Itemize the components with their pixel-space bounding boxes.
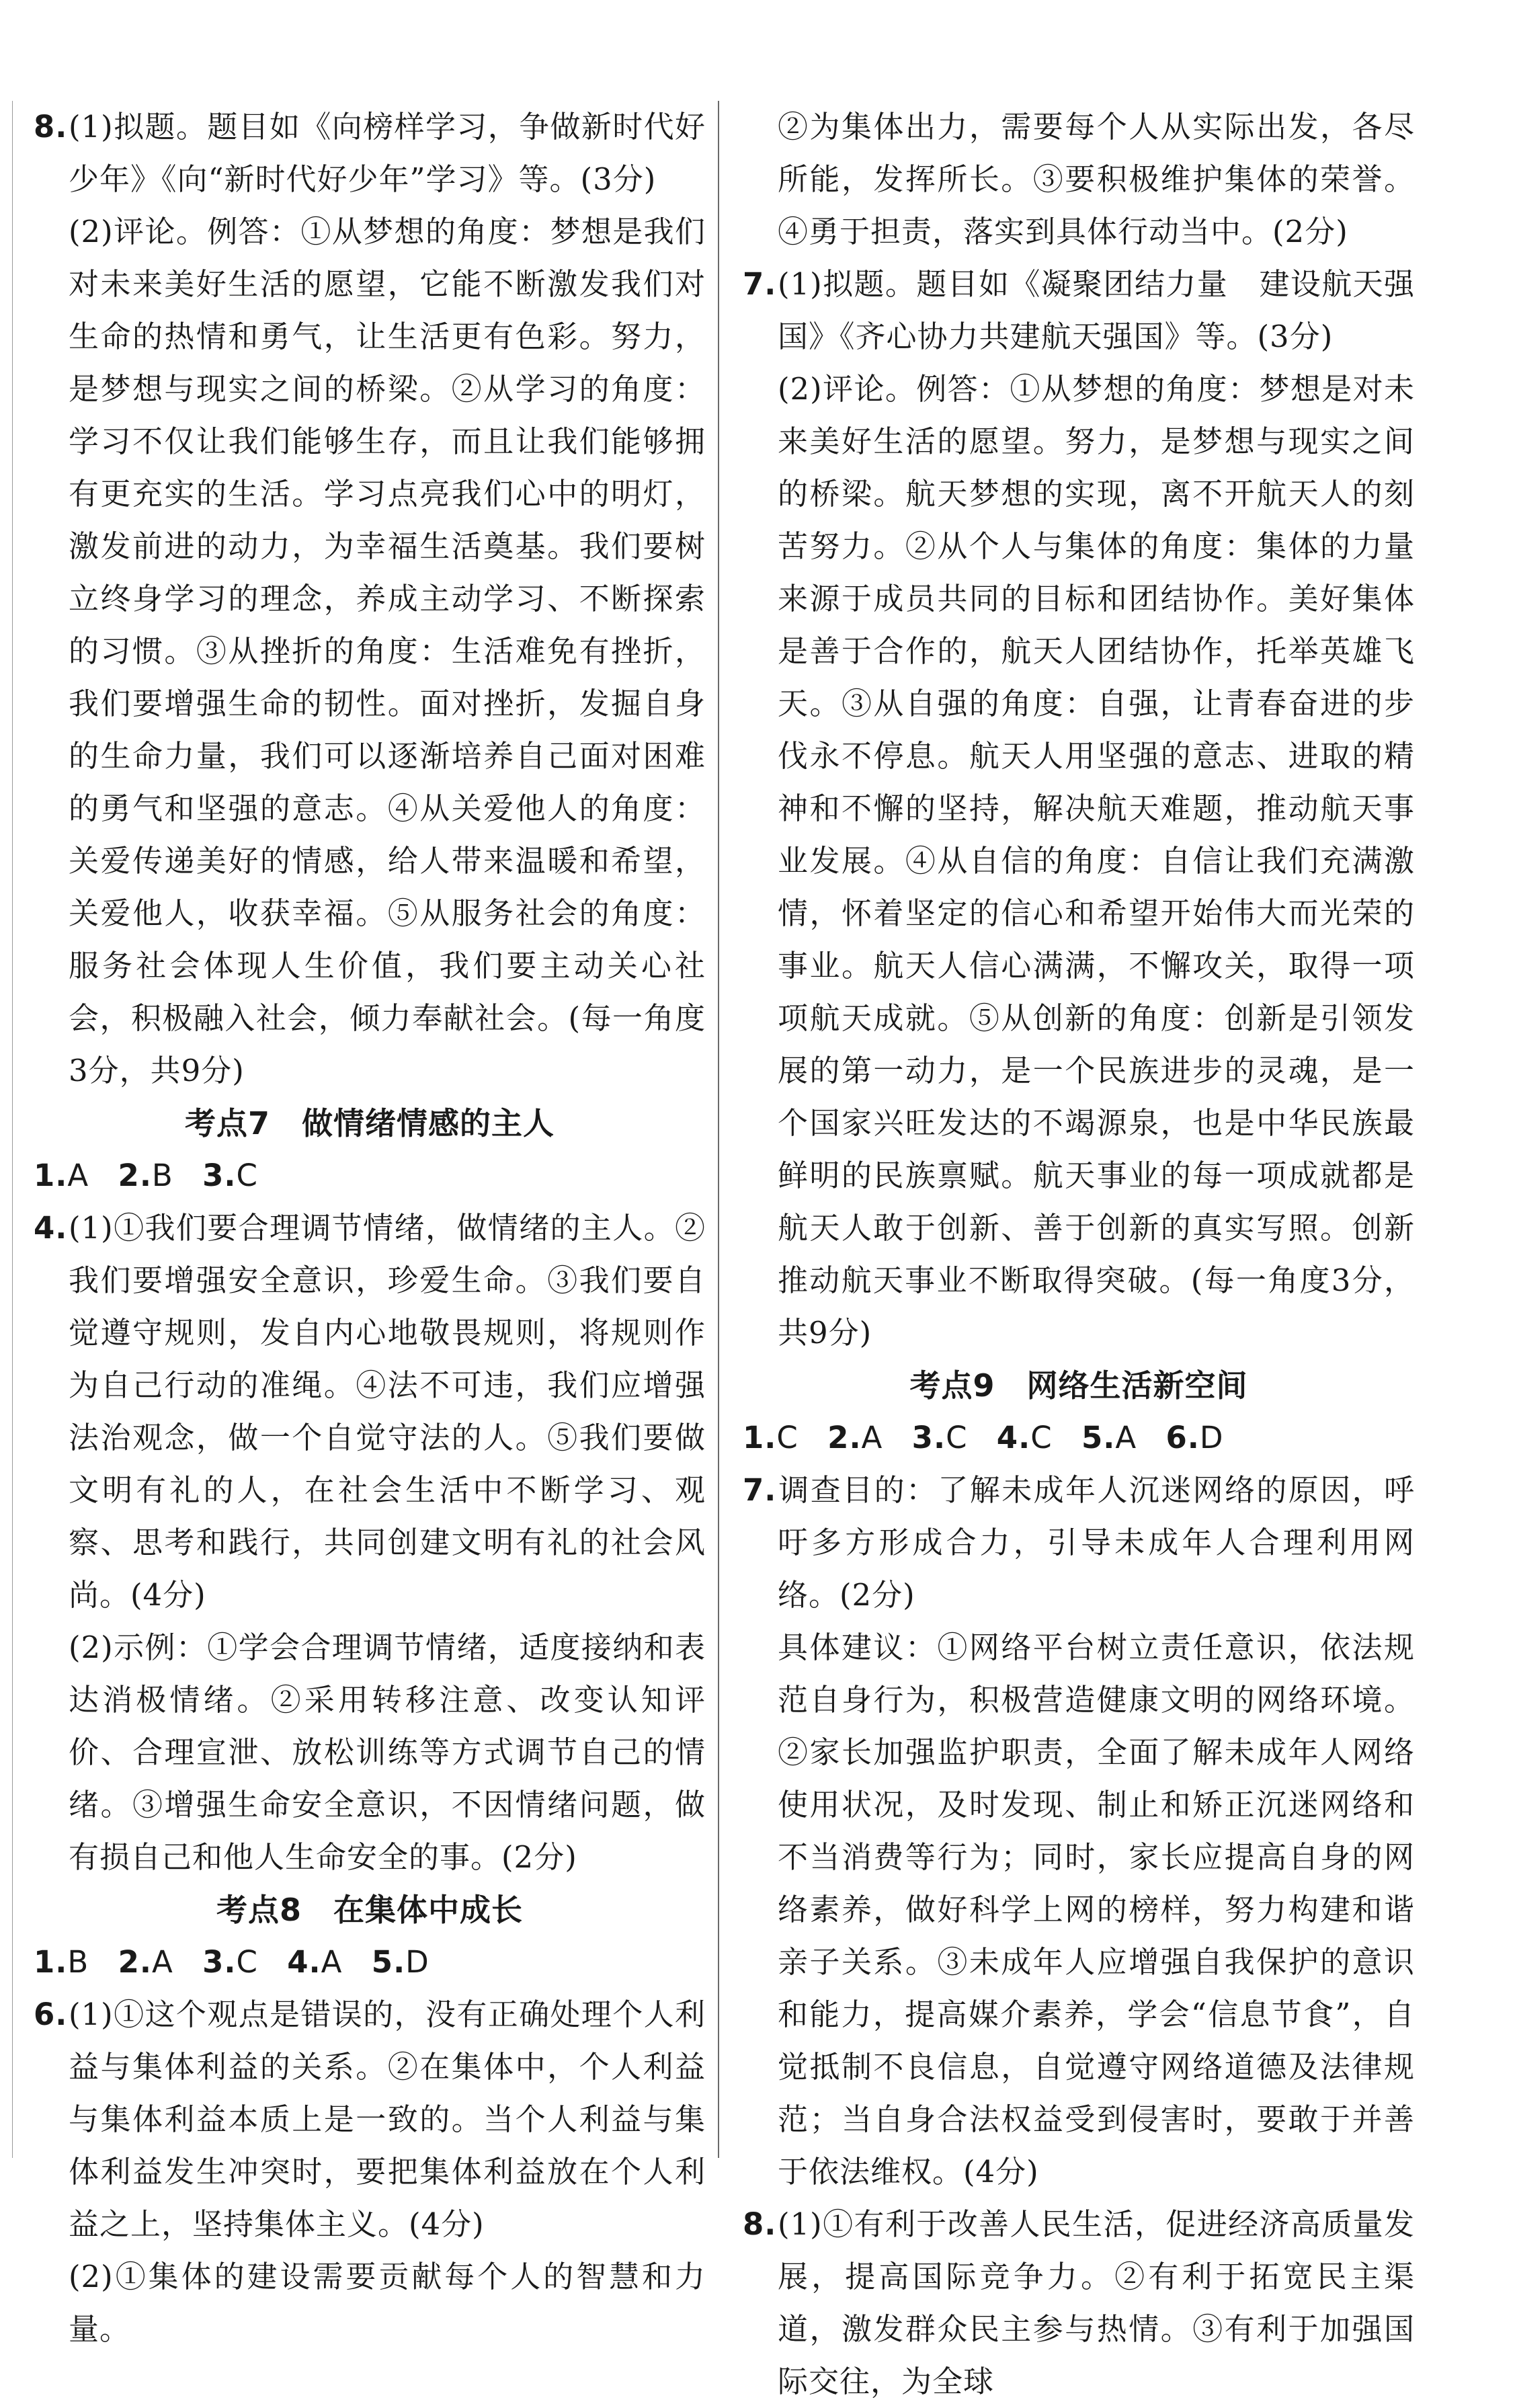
question-7-part-1: [743, 258, 1415, 363]
question-6-part-2: (2)①集体的建设需要贡献每个人的智慧和力量。: [69, 2259, 706, 2347]
question-6-part-1: [34, 1989, 706, 2251]
question-text: (1)①我们要合理调节情绪，做情绪的主人。②我们要增强安全意识，珍爱生命。③我们要自觉遵守规则，发自内心地敬畏规则，将规则作为自己行动的准绳。④法不可违，我们应增强法治观念，做一个自觉守法的人。⑤我们要做文明有礼的人，在社会生活中不断学习、观察、思考和践行，共同创建文明有礼的社会风尚。(4分): [69, 1210, 706, 1613]
question-6-continued: ②为集体出力，需要每个人从实际出发，各尽所能，发挥所长。③要积极维护集体的荣誉。④勇于担责，落实到具体行动当中。(2分): [778, 109, 1415, 249]
question-number: 4.: [34, 1210, 68, 1246]
question-4-part-1: [34, 1202, 706, 1621]
question-text: (1)拟题。题目如《凝聚团结力量 建设航天强国》《齐心协力共建航天强国》等。(3分): [778, 266, 1415, 354]
choice-item: 2.A: [827, 1420, 883, 1455]
choice-item: 2.A: [118, 1944, 173, 1980]
choice-answers-kp9: [743, 1412, 1415, 1464]
question-7-kp9-suggestions: 具体建议：①网络平台树立责任意识，依法规范自身行为，积极营造健康文明的网络环境。②家长加强监护职责，全面了解未成年人网络使用状况，及时发现、制止和矫正沉迷网络和不当消费等行为；同时，家长应提高自身的网络素养，做好科学上网的榜样，努力构建和谐亲子关系。③未成年人应增强自我保护的意识和能力，提高媒介素养，学会“信息节食”，自觉抵制不良信息，自觉遵守网络道德及法律规范；当自身合法权益受到侵害时，要敢于并善于依法维权。(4分): [778, 1630, 1415, 2190]
choice-item: 5.D: [371, 1944, 429, 1980]
question-text: (1)①这个观点是错误的，没有正确处理个人利益与集体利益的关系。②在集体中，个人利益与集体利益本质上是一致的。当个人利益与集体利益发生冲突时，要把集体利益放在个人利益之上，坚持集体主义。(4分): [69, 1997, 706, 2242]
question-number: 8.: [34, 109, 68, 145]
left-column: [34, 101, 706, 2356]
choice-item: 2.B: [118, 1158, 173, 1193]
question-8-part-2: (2)评论。例答：①从梦想的角度：梦想是我们对未来美好生活的愿望，它能不断激发我们对生命的热情和勇气，让生活更有色彩。努力，是梦想与现实之间的桥梁。②从学习的角度：学习不仅让我们能够生存，而且让我们能够拥有更充实的生活。学习点亮我们心中的明灯，激发前进的动力，为幸福生活奠基。我们要树立终身学习的理念，养成主动学习、不断探索的习惯。③从挫折的角度：生活难免有挫折，我们要增强生命的韧性。面对挫折，发掘自身的生命力量，我们可以逐渐培养自己面对困难的勇气和坚强的意志。④从关爱他人的角度：关爱传递美好的情感，给人带来温暖和希望，关爱他人，收获幸福。⑤从服务社会的角度：服务社会体现人生价值，我们要主动关心社会，积极融入社会，倾力奉献社会。(每一角度3分，共9分): [69, 214, 706, 1088]
question-7-part-2: (2)评论。例答：①从梦想的角度：梦想是对未来美好生活的愿望。努力，是梦想与现实之间的桥梁。航天梦想的实现，离不开航天人的刻苦努力。②从个人与集体的角度：集体的力量来源于成员共同的目标和团结协作。美好集体是善于合作的，航天人团结协作，托举英雄飞天。③从自强的角度：自强，让青春奋进的步伐永不停息。航天人用坚强的意志、进取的精神和不懈的坚持，解决航天难题，推动航天事业发展。④从自信的角度：自信让我们充满激情，怀着坚定的信心和希望开始伟大而光荣的事业。航天人信心满满，不懈攻关，取得一项项航天成就。⑤从创新的角度：创新是引领发展的第一动力，是一个民族进步的灵魂，是一个国家兴旺发达的不竭源泉，也是中华民族最鲜明的民族禀赋。航天事业的每一项成就都是航天人敢于创新、善于创新的真实写照。创新推动航天事业不断取得突破。(每一角度3分，共9分): [778, 371, 1415, 1351]
choice-answers-kp7: [34, 1150, 706, 1202]
question-8-part-1: [34, 101, 706, 206]
question-number: 7.: [743, 266, 777, 302]
section-heading-kp8: 考点8 在集体中成长: [216, 1892, 523, 1928]
question-number: 8.: [743, 2206, 777, 2242]
choice-item: 1.A: [34, 1158, 89, 1193]
choice-item: 4.C: [996, 1420, 1053, 1455]
question-text: 调查目的：了解未成年人沉迷网络的原因，呼吁多方形成合力，引导未成年人合理利用网络。(2分): [778, 1472, 1415, 1613]
left-margin-line: [12, 101, 13, 2158]
choice-answers-kp8: [34, 1936, 706, 1989]
choice-item: 6.D: [1165, 1420, 1224, 1455]
question-text: (1)拟题。题目如《向榜样学习，争做新时代好少年》《向“新时代好少年”学习》等。(3分): [69, 109, 706, 197]
choice-item: 3.C: [202, 1944, 258, 1980]
section-heading-kp7: 考点7 做情绪情感的主人: [184, 1105, 555, 1141]
choice-item: 4.A: [287, 1944, 343, 1980]
section-heading-kp9: 考点9 网络生活新空间: [909, 1367, 1248, 1404]
choice-item: 5.A: [1081, 1420, 1137, 1455]
choice-item: 3.C: [202, 1158, 258, 1193]
choice-item: 1.B: [34, 1944, 89, 1980]
question-text: (1)①有利于改善人民生活，促进经济高质量发展，提高国际竞争力。②有利于拓宽民主渠道，激发群众民主参与热情。③有利于加强国际交往，为全球: [778, 2206, 1415, 2399]
choice-item: 1.C: [743, 1420, 799, 1455]
question-number: 6.: [34, 1997, 68, 2032]
question-8-kp9-part-1: [743, 2198, 1415, 2408]
right-column: [743, 101, 1415, 2408]
question-7-kp9-purpose: [743, 1464, 1415, 1621]
column-divider: [718, 101, 719, 2158]
question-number: 7.: [743, 1472, 777, 1508]
choice-item: 3.C: [911, 1420, 968, 1455]
question-4-part-2: (2)示例：①学会合理调节情绪，适度接纳和表达消极情绪。②采用转移注意、改变认知评价、合理宣泄、放松训练等方式调节自己的情绪。③增强生命安全意识，不因情绪问题，做有损自己和他人生命安全的事。(2分): [69, 1630, 706, 1875]
